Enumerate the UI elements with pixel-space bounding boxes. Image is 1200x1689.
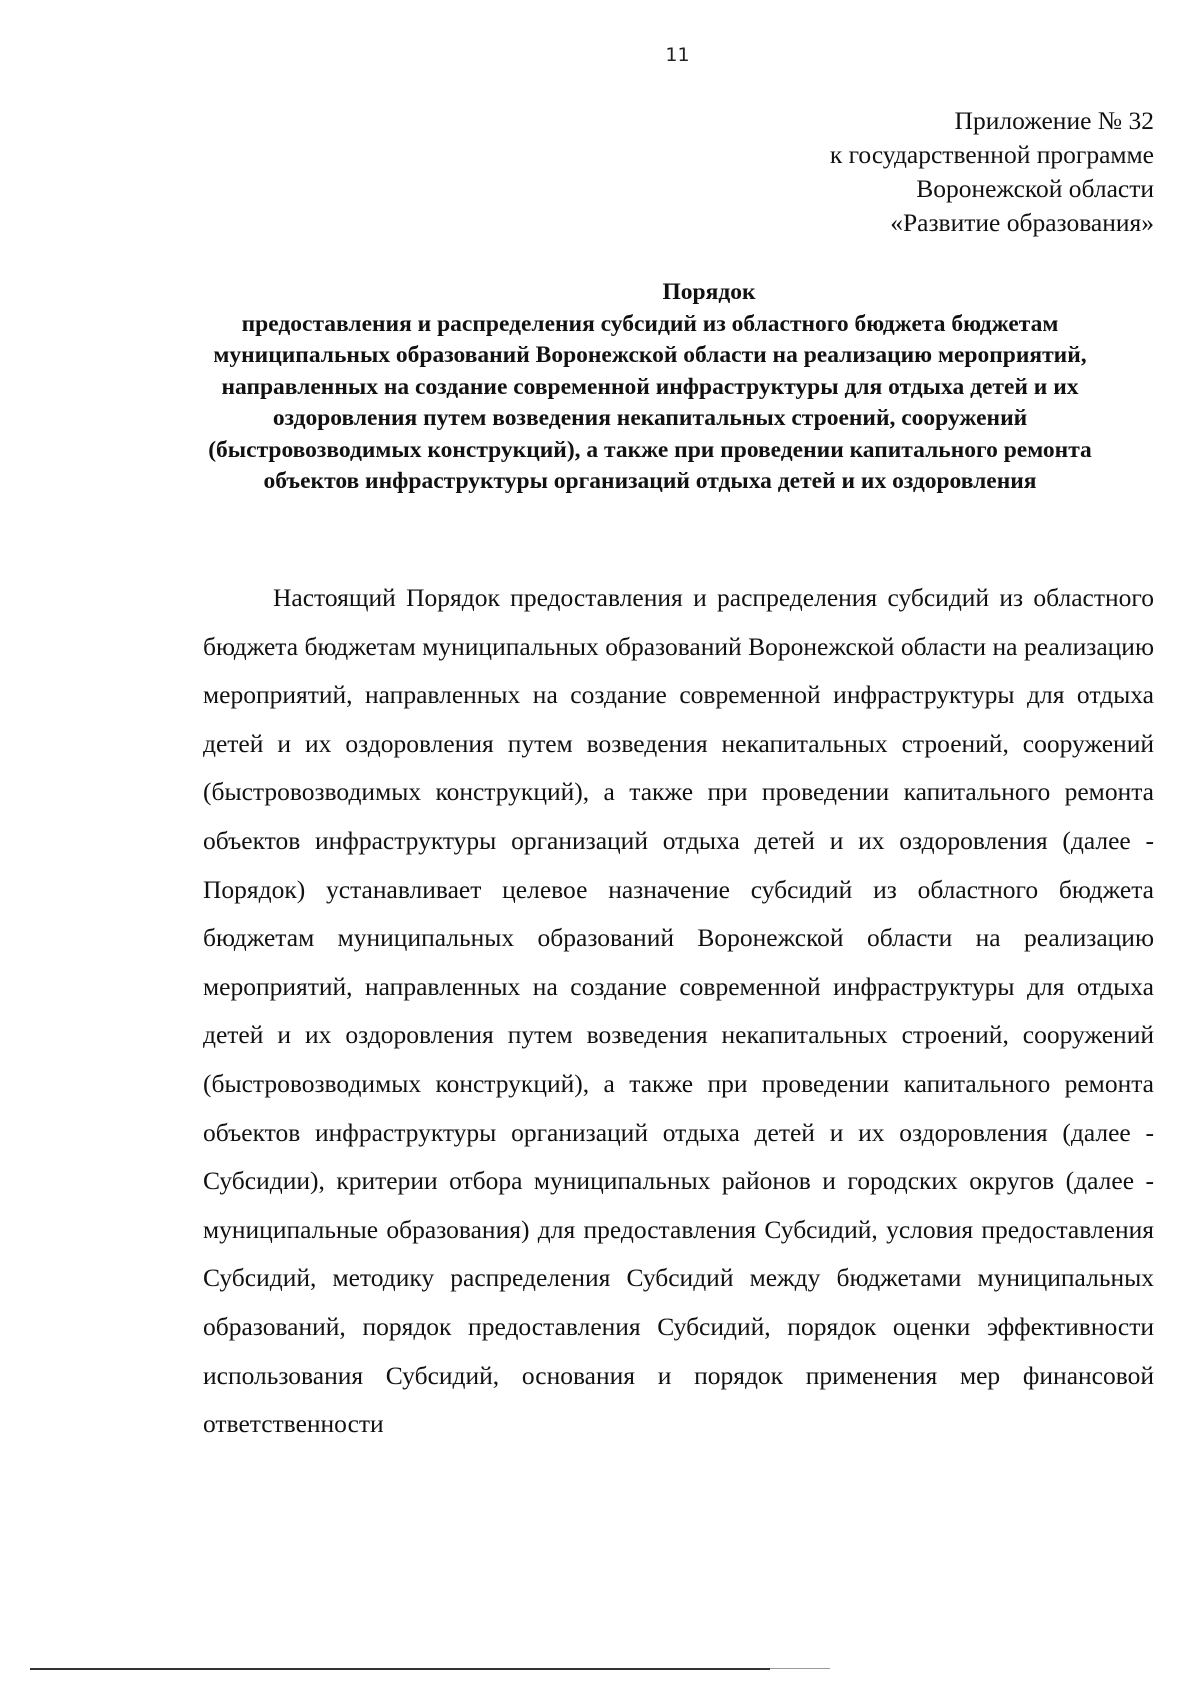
document-title <box>190 277 1110 498</box>
document-title-main: Порядок <box>662 279 756 305</box>
page-number: 11 <box>665 44 690 66</box>
appendix-line: Воронежской области <box>916 174 1154 203</box>
document-title-subtitle: предоставления и распределения субсидий из областного бюджета бюджетам муниципальных образований Воронежской области на реализацию мероприятий, направленных на создание современной инфраструктуры для отдыха детей и их оздоровления путем возведения некапитальных строений, сооружений (быстровозводимых конструкций), а также при проведении капитального ремонта объектов инфраструктуры организаций отдыха детей и их оздоровления <box>208 310 1092 494</box>
appendix-reference <box>830 104 1154 240</box>
bottom-rule <box>30 1668 770 1670</box>
body-paragraph: Настоящий Порядок предоставления и распределения субсидий из областного бюджета бюджетам муниципальных образований Воронежской области на реализацию мероприятий, направленных на создание современной инфраструктуры для отдыха детей и их оздоровления путем возведения некапитальных строений, сооружений (быстровозводимых конструкций), а также при проведении капитального ремонта объектов инфраструктуры организаций отдыха детей и их оздоровления (далее - Порядок) устанавливает целевое назначение субсидий из областного бюджета бюджетам муниципальных образований Воронежской области на реализацию мероприятий, направленных на создание современной инфраструктуры для отдыха детей и их оздоровления путем возведения некапитальных строений, сооружений (быстровозводимых конструкций), а также при проведении капитального ремонта объектов инфраструктуры организаций отдыха детей и их оздоровления (далее - Субсидии), критерии отбора муниципальных районов и городских округов (далее - муниципальные образования) для предоставления Субсидий, условия предоставления Субсидий, методику распределения Субсидий между бюджетами муниципальных образований, порядок предоставления Субсидий, порядок оценки эффективности использования Субсидий, основания и порядок применения мер финансовой ответственности <box>203 583 1154 1439</box>
appendix-line: «Развитие образования» <box>890 208 1154 237</box>
bottom-rule-faint <box>770 1668 830 1669</box>
appendix-line: Приложение № 32 <box>954 106 1154 135</box>
appendix-line: к государственной программе <box>829 140 1154 169</box>
